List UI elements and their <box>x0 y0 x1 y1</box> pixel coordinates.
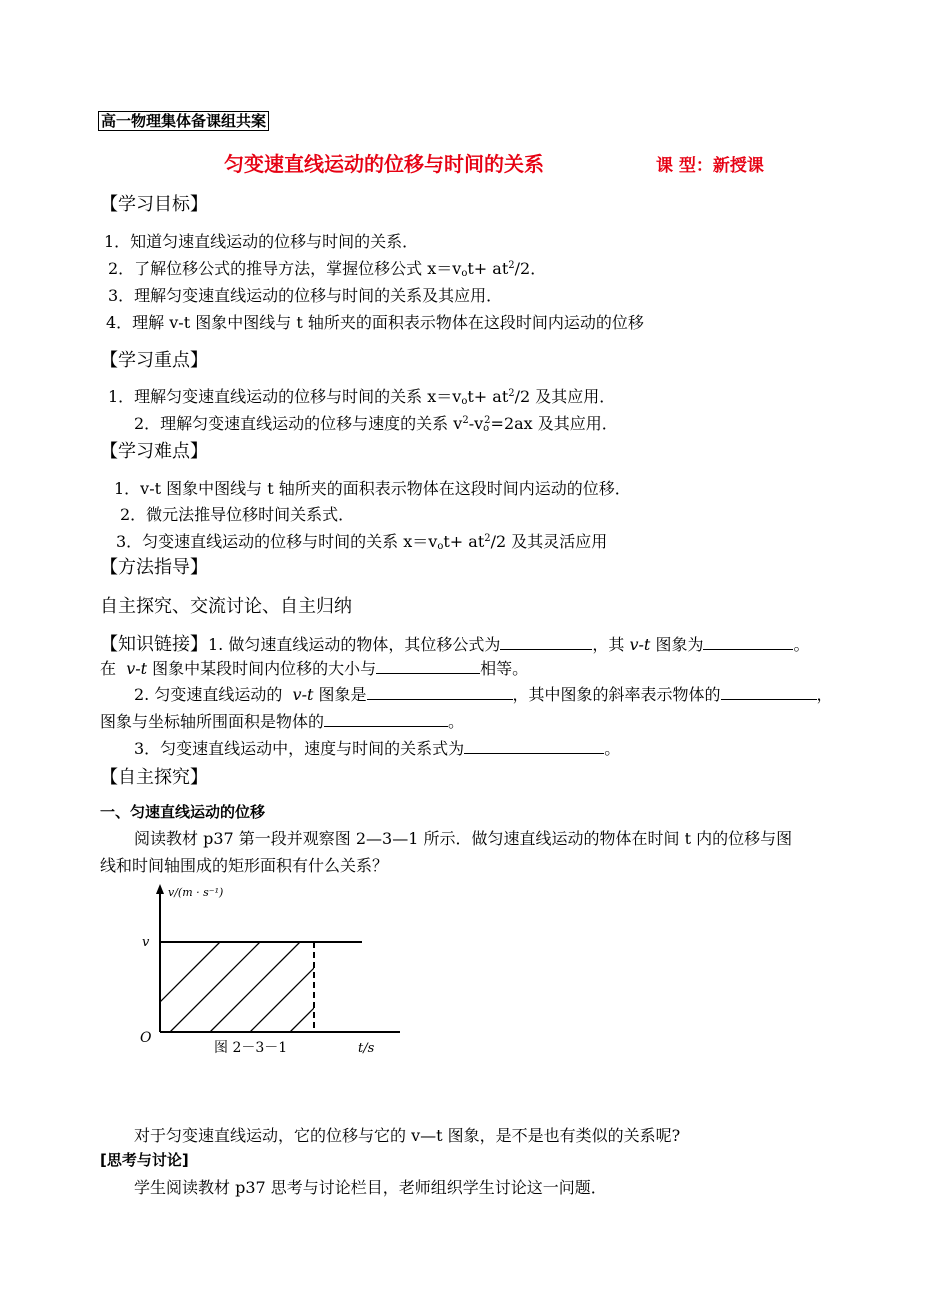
objective-item-4: 4．理解 v-t 图象中图线与 t 轴所夹的面积表示物体在这段时间内运动的位移 <box>106 313 644 332</box>
x-axis-label: t/s <box>358 1041 375 1056</box>
figure-2-3-1 <box>130 880 410 1084</box>
knowledge-link-line-5: 3．匀变速直线运动中，速度与时间的关系式为 。 <box>134 739 621 758</box>
method-text: 自主探究、交流讨论、自主归纳 <box>100 596 352 617</box>
method-heading: 【方法指导】 <box>100 557 208 578</box>
difficulty-item-1: 1．v-t 图象中图线与 t 轴所夹的面积表示物体在这段时间内运动的位移． <box>114 479 631 498</box>
knowledge-link-line-1: 【知识链接】1. 做匀速直线运动的物体，其位移公式为 ，其 v-t 图象为 。 <box>100 634 810 655</box>
objectives-heading: 【学习目标】 <box>100 194 208 215</box>
objective-item-1: 1．知道匀速直线运动的位移与时间的关系． <box>104 232 419 251</box>
knowledge-link-line-3: 2. 匀变速直线运动的 v-t 图象是 ，其中图象的斜率表示物体的 ， <box>134 685 833 704</box>
section-one-heading: 一、匀速直线运动的位移 <box>100 803 266 821</box>
paragraph-1-line-1: 阅读教材 p37 第一段并观察图 2—3—1 所示．做匀速直线运动的物体在时间 t 内的位移与图 <box>134 829 793 848</box>
page-title: 匀变速直线运动的位移与时间的关系 <box>224 152 544 176</box>
y-axis-label: v/(m · s⁻¹) <box>168 886 224 899</box>
key-point-item-2: 2．理解匀变速直线运动的位移与速度的关系 $v^2-v_o^2=2ax$ 及其应用． <box>134 414 618 434</box>
area-hatch <box>130 942 380 1032</box>
self-explore-heading: 【自主探究】 <box>100 767 208 788</box>
y-axis-arrow <box>156 884 164 894</box>
discussion-text: 学生阅读教材 p37 思考与讨论栏目，老师组织学生讨论这一问题． <box>134 1178 607 1197</box>
objective-item-2: 2．了解位移公式的推导方法，掌握位移公式 $x=v_ot+ at^2/2$． <box>108 259 547 279</box>
paragraph-1-line-2: 线和时间轴围成的矩形面积有什么关系？ <box>100 856 389 875</box>
v-label: v <box>142 935 150 950</box>
group-label: 高一物理集体备课组共案 <box>98 111 269 131</box>
objective-item-3: 3．理解匀变速直线运动的位移与时间的关系及其应用． <box>108 286 503 305</box>
key-points-heading: 【学习重点】 <box>100 350 208 371</box>
difficulty-item-3: 3．匀变速直线运动的位移与时间的关系 $x=v_ot+ at^2/2$ 及其灵活应用 <box>116 532 608 552</box>
origin-label: O <box>140 1030 152 1046</box>
figure-caption: 图 2－3－1 <box>214 1040 288 1056</box>
knowledge-link-line-2: 在 v-t 图象中某段时间内位移的大小与 相等。 <box>100 659 529 678</box>
difficulties-heading: 【学习难点】 <box>100 441 208 462</box>
vt-graph <box>130 880 410 1080</box>
key-point-item-1: 1．理解匀变速直线运动的位移与时间的关系 $x=v_ot+ at^2/2$ 及其应用． <box>108 387 616 407</box>
paragraph-2: 对于匀变速直线运动，它的位移与它的 v—t 图象，是不是也有类似的关系呢? <box>134 1126 681 1145</box>
knowledge-link-line-4: 图象与坐标轴所围面积是物体的 。 <box>100 712 465 731</box>
course-type: 课 型：新授课 <box>656 156 764 176</box>
discussion-heading: [思考与讨论] <box>100 1151 189 1169</box>
difficulty-item-2: 2．微元法推导位移时间关系式． <box>120 505 355 524</box>
